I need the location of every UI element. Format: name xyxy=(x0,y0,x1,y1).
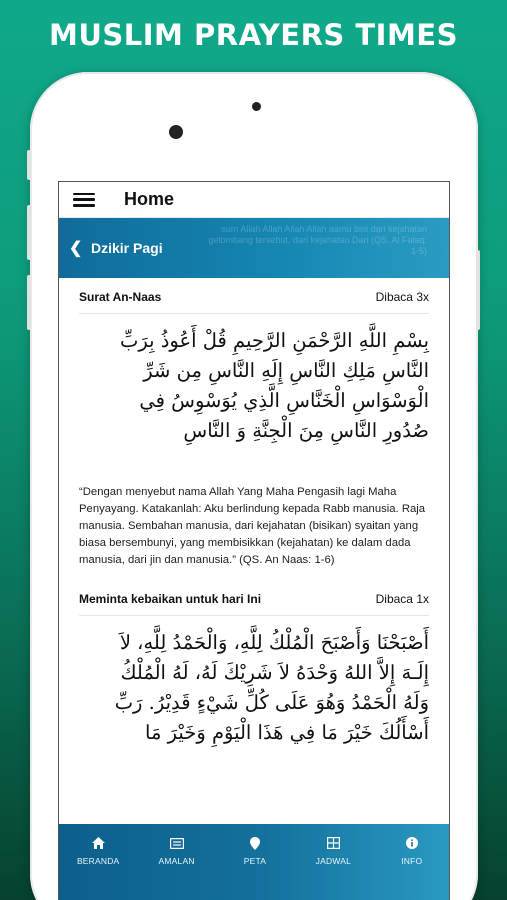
promo-title: MUSLIM PRAYERS TIMES xyxy=(48,18,459,52)
chevron-left-icon[interactable]: ❮ xyxy=(69,240,83,257)
phone-side-button xyxy=(27,275,31,330)
nav-label: INFO xyxy=(401,856,423,866)
map-pin-icon xyxy=(250,836,260,850)
arabic-text: أَصْبَحْنَا وَأَصْبَحَ الْمُلْكُ لِلَّهِ، وَالْحَمْدُ لِلَّهِ، لاَ إِلَـهَ إِلاَّ اللهُ وَحْدَهُ لاَ شَرِيْكَ لَهُ، لَهُ الْمُلْكُ وَلَهُ الْحَمْدُ وَهُوَ عَلَى كُلِّ شَيْءٍ قَدِيْرُ. رَبِّ أَسْأَلُكَ خَيْرَ مَا فِي هَذَا الْيَوْمِ وَخَيْرَ مَا xyxy=(114,631,429,744)
nav-label: BERANDA xyxy=(76,856,120,866)
dzikir-header xyxy=(59,583,449,615)
speaker-dot xyxy=(252,102,261,111)
phone-side-button xyxy=(27,150,31,180)
nav-item-amalan[interactable] xyxy=(145,836,209,866)
phone-side-button xyxy=(476,250,480,330)
read-count: Dibaca 1x xyxy=(375,592,429,606)
nav-label: PETA xyxy=(243,856,267,866)
nav-item-beranda[interactable] xyxy=(66,836,130,866)
nav-label: JADWAL xyxy=(315,856,352,866)
page-title: Home xyxy=(124,189,175,209)
camera-dot xyxy=(169,125,183,139)
dzikir-name: Surat An-Naas xyxy=(79,290,162,304)
book-icon xyxy=(170,836,184,850)
nav-label: AMALAN xyxy=(158,856,195,866)
dzikir-name: Meminta kebaikan untuk hari Ini xyxy=(79,592,262,606)
nav-item-jadwal[interactable] xyxy=(301,836,365,866)
bottom-navigation xyxy=(59,824,450,900)
dzikir-list[interactable] xyxy=(59,281,449,748)
sub-header xyxy=(59,218,449,278)
section-title: Dzikir Pagi xyxy=(91,240,163,256)
dzikir-header xyxy=(59,281,449,313)
nav-item-peta[interactable] xyxy=(223,836,287,866)
menu-icon[interactable] xyxy=(73,193,95,207)
nav-item-info[interactable] xyxy=(380,836,444,866)
background-ghost-text: sum Allah Allah Allah Allah aamu bini dari kejahatan gelombang tersebut, dari kejahatan Dari (QS. Al Falaq: 1-5) xyxy=(208,224,427,256)
app-bar xyxy=(59,182,449,218)
calendar-icon xyxy=(327,836,340,850)
app-screen xyxy=(58,181,450,900)
info-icon xyxy=(406,836,418,850)
home-icon xyxy=(92,836,105,850)
phone-side-button xyxy=(27,205,31,260)
read-count: Dibaca 3x xyxy=(375,290,429,304)
arabic-text: بِسْمِ اللَّهِ الرَّحْمَنِ الرَّحِيمِ قُلْ أَعُوذُ بِرَبِّ النَّاسِ مَلِكِ النَّاسِ إِلَهِ النَّاسِ مِن شَرِّ الْوَسْوَاسِ الْخَنَّاسِ الَّذِي يُوَسْوِسُ فِي صُدُورِ النَّاسِ مِنَ الْجِنَّةِ وَ النَّاسِ xyxy=(119,329,429,442)
translation-text: “Dengan menyebut nama Allah Yang Maha Pengasih lagi Maha Penyayang. Katakanlah: Aku berlindung kepada Rabb manusia. Raja manusia. Sembahan manusia, dari kejahatan (bisikan) syaitan yang biasa bersembunyi, yang membisikkan (kejahatan) ke dalam dada manusia, dari jin dan manusia.” (QS. An Naas: 1-6) xyxy=(79,486,426,566)
